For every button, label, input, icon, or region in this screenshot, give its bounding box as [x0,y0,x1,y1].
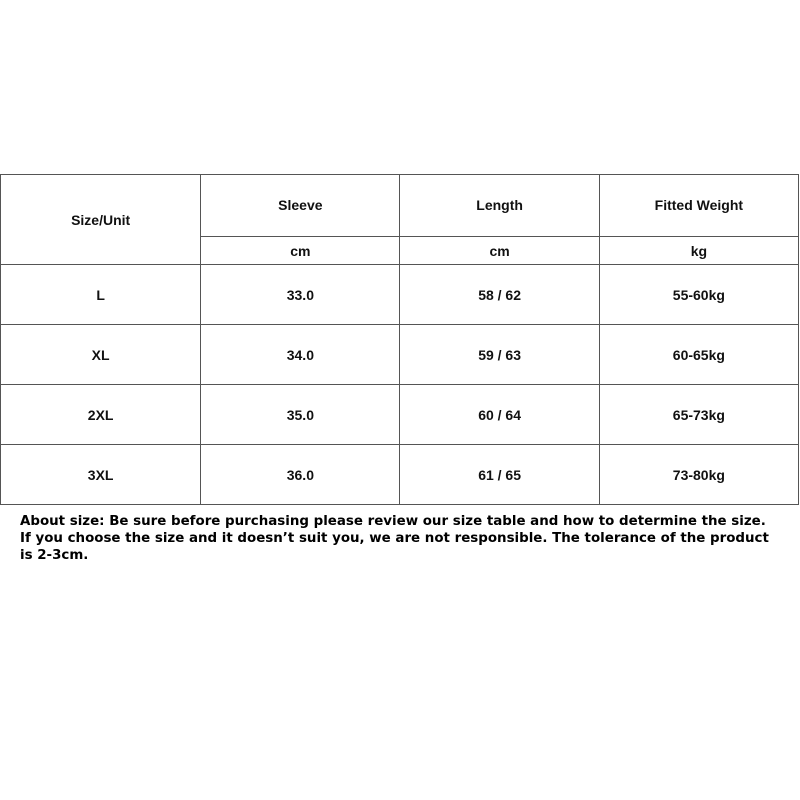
length-unit: cm [400,236,599,264]
length-cell: 59 / 63 [400,325,599,385]
table-row [1,385,799,445]
size-disclaimer [20,513,785,564]
length-cell: 60 / 64 [400,385,599,445]
weight-cell: 60-65kg [599,325,798,385]
sleeve-cell: 35.0 [201,385,400,445]
size-unit-header: Size/Unit [1,175,201,265]
disclaimer-line-3: is 2-3cm. [20,548,89,563]
size-table [0,174,799,505]
size-cell: 2XL [1,385,201,445]
sleeve-unit: cm [201,236,400,264]
weight-cell: 73-80kg [599,445,798,505]
size-cell: 3XL [1,445,201,505]
size-cell: XL [1,325,201,385]
table-row [1,265,799,325]
weight-cell: 65-73kg [599,385,798,445]
table-row [1,445,799,505]
disclaimer-line-2: If you choose the size and it doesn’t suit you, we are not responsible. The tolerance of the product [20,531,769,546]
sleeve-cell: 34.0 [201,325,400,385]
length-cell: 58 / 62 [400,265,599,325]
sleeve-cell: 33.0 [201,265,400,325]
sleeve-header: Sleeve [201,175,400,237]
length-header: Length [400,175,599,237]
header-row [1,175,799,237]
disclaimer-line-1: About size: Be sure before purchasing please review our size table and how to determine the size. [20,514,766,529]
weight-unit: kg [599,236,798,264]
table-row [1,325,799,385]
fitted-weight-header: Fitted Weight [599,175,798,237]
size-cell: L [1,265,201,325]
weight-cell: 55-60kg [599,265,798,325]
sleeve-cell: 36.0 [201,445,400,505]
length-cell: 61 / 65 [400,445,599,505]
